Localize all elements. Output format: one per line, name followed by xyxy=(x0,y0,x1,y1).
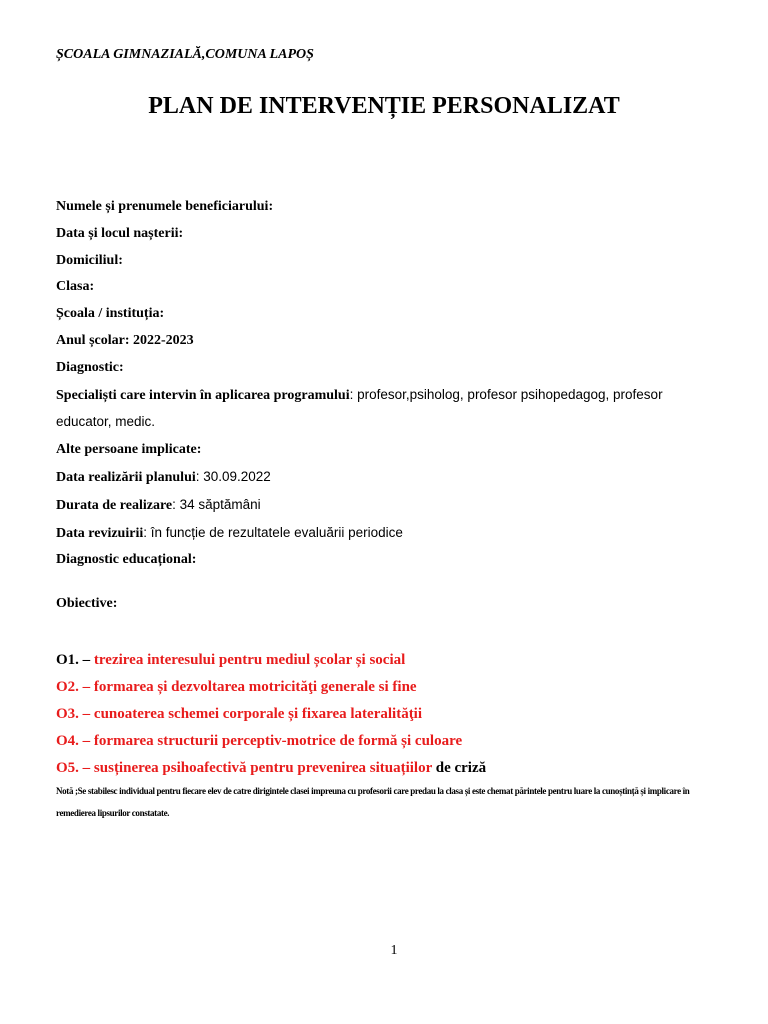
objective-item xyxy=(56,755,486,782)
objective-item xyxy=(56,674,486,701)
document-title: PLAN DE INTERVENȚIE PERSONALIZAT xyxy=(148,93,620,119)
objective-text: susținerea psihoafectivă pentru prevenirea situațiilor xyxy=(93,760,432,776)
objective-code: O2. – xyxy=(56,679,91,695)
beneficiary-fields xyxy=(56,194,716,574)
objective-code: O4. – xyxy=(56,733,91,749)
field-label: Domiciliul: xyxy=(56,252,123,268)
objective-code: O3. – xyxy=(56,706,91,722)
field-duration xyxy=(56,492,716,520)
field-label: Anul școlar: xyxy=(56,332,130,348)
field-diagnostic xyxy=(56,355,716,382)
field-label: Clasa: xyxy=(56,279,95,295)
field-value: 2022-2023 xyxy=(133,332,194,348)
field-plan-date xyxy=(56,464,716,492)
objective-text: trezirea interesului pentru mediul școlar și social xyxy=(93,652,406,668)
note-text: Notă ;Se stabilesc individual pentru fiecare elev de catre dirigintele clasei impreuna cu profesorii care predau la clasa și este chemat părintele pentru luare la cunoștință și implicare în remedierea lipsurilor constatate. xyxy=(56,786,690,818)
field-value: : 34 săptămâni xyxy=(172,496,261,512)
field-label: Diagnostic: xyxy=(56,359,124,375)
field-value: : profesor,psiholog, profesor psihopedagog, profesor educator, medic. xyxy=(56,386,663,430)
field-beneficiary-name xyxy=(56,194,716,221)
field-school xyxy=(56,301,716,328)
field-label: Data realizării planului xyxy=(56,469,196,485)
objective-item xyxy=(56,728,486,755)
objective-item xyxy=(56,647,486,674)
objective-suffix: de criză xyxy=(431,760,487,776)
field-revision-date xyxy=(56,520,716,548)
objective-item xyxy=(56,701,486,728)
field-specialists xyxy=(56,382,716,438)
field-class xyxy=(56,274,716,301)
field-birth-date-place xyxy=(56,221,716,248)
objective-text: cunoaterea schemei corporale și fixarea lateralităţii xyxy=(93,706,423,722)
objective-code: O1. – xyxy=(56,652,91,668)
objective-code: O5. – xyxy=(56,760,91,776)
field-other-persons xyxy=(56,437,716,464)
objectives-list xyxy=(56,647,486,782)
field-label: Alte persoane implicate: xyxy=(56,442,202,458)
field-value: : 30.09.2022 xyxy=(195,468,271,484)
field-label: Data revizuirii xyxy=(56,525,144,541)
page-number: 1 xyxy=(390,943,398,958)
field-label: Durata de realizare xyxy=(56,497,173,513)
field-value: : în funcție de rezultatele evaluării periodice xyxy=(143,524,403,540)
field-label: Specialiști care intervin în aplicarea programului xyxy=(56,387,350,403)
field-label: Data și locul nașterii: xyxy=(56,225,184,241)
objective-text: formarea și dezvoltarea motricităţi generale si fine xyxy=(93,679,417,695)
objective-text: formarea structurii perceptiv-motrice de formă și culoare xyxy=(93,733,463,749)
field-school-year xyxy=(56,328,716,355)
objectives-heading: Obiective: xyxy=(56,596,118,611)
field-educational-diagnostic xyxy=(56,547,716,574)
field-label: Școala / instituția: xyxy=(56,306,165,322)
field-label: Diagnostic educațional: xyxy=(56,552,197,568)
field-label: Numele și prenumele beneficiarului: xyxy=(56,199,274,214)
field-domicile xyxy=(56,248,716,275)
school-name: ȘCOALA GIMNAZIALĂ,COMUNA LAPOȘ xyxy=(56,47,314,62)
